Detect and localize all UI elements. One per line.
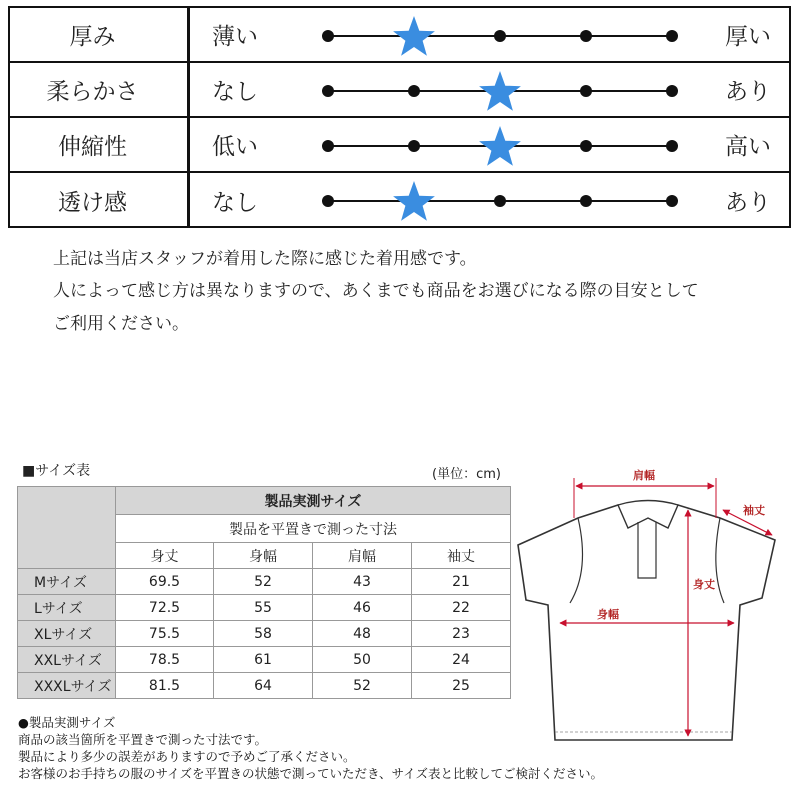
size-chart-title: ■サイズ表 <box>22 463 91 479</box>
feel-category-cell <box>10 8 190 61</box>
feel-scale <box>310 63 690 118</box>
feel-row <box>10 63 789 118</box>
feel-category: 厚み <box>69 24 116 50</box>
note-line-2: 人によって感じ方は異なりますので、あくまでも商品をお選びになる際の目安として <box>53 281 699 301</box>
sleeve-label: 袖丈 <box>743 504 765 517</box>
feel-star-marker <box>479 71 521 111</box>
feel-scale <box>310 173 690 228</box>
size-row <box>18 595 511 621</box>
feel-category-cell <box>10 118 190 171</box>
feel-scale-dot <box>322 140 334 152</box>
feel-right-label: 高い <box>725 134 771 160</box>
note-line-1: 上記は当店スタッフが着用した際に感じた着用感です。 <box>53 249 477 269</box>
size-cell: 52 <box>214 569 313 595</box>
feel-category-cell <box>10 63 190 116</box>
size-cell: 75.5 <box>116 621 214 647</box>
feel-category: 柔らかさ <box>46 79 139 105</box>
size-row <box>18 647 511 673</box>
length-label: 身丈 <box>693 578 715 591</box>
feel-scale-dot <box>494 30 506 42</box>
feel-right-label: あり <box>725 79 771 105</box>
feel-scale-dot <box>666 195 678 207</box>
feel-left-label: なし <box>212 190 258 216</box>
size-cell: 55 <box>214 595 313 621</box>
feel-scale-dot <box>666 140 678 152</box>
footnote-4: お客様のお手持ちの服のサイズを平置きの状態で測っていただき、サイズ表と比較してご検討ください。 <box>18 766 604 781</box>
shirt-measurement-diagram <box>510 460 800 750</box>
feel-scale-dot <box>580 85 592 97</box>
size-row-label: Lサイズ <box>18 595 116 621</box>
feel-row <box>10 173 789 228</box>
size-cell: 72.5 <box>116 595 214 621</box>
feel-scale-dot <box>408 140 420 152</box>
feel-scale-dot <box>494 195 506 207</box>
feel-scale-dot <box>666 30 678 42</box>
size-cell: 22 <box>412 595 511 621</box>
size-cell: 52 <box>313 673 412 699</box>
size-row <box>18 673 511 699</box>
size-column-header: 肩幅 <box>313 543 412 569</box>
size-cell: 81.5 <box>116 673 214 699</box>
size-cell: 25 <box>412 673 511 699</box>
feel-scale <box>310 8 690 63</box>
size-cell: 50 <box>313 647 412 673</box>
feel-right-label: 厚い <box>725 24 771 50</box>
size-cell: 64 <box>214 673 313 699</box>
size-table-corner <box>18 487 116 569</box>
footnote-2: 商品の該当箇所を平置きで測った寸法です。 <box>18 732 268 747</box>
footnote-1: ●製品実測サイズ <box>18 715 116 730</box>
size-row <box>18 569 511 595</box>
feel-left-label: なし <box>212 79 258 105</box>
size-table <box>17 486 511 699</box>
feel-star-marker <box>393 181 435 221</box>
size-table-header-main: 製品実測サイズ <box>116 487 511 515</box>
feel-row <box>10 118 789 173</box>
feel-scale-dot <box>580 30 592 42</box>
feel-scale-dot <box>322 195 334 207</box>
feel-scale-dot <box>322 85 334 97</box>
size-chart-unit: (単位：cm) <box>432 467 501 482</box>
size-cell: 58 <box>214 621 313 647</box>
wear-feel-table <box>8 6 791 228</box>
feel-scale-dot <box>666 85 678 97</box>
shoulder-label: 肩幅 <box>633 469 655 482</box>
size-table-header-sub: 製品を平置きで測った寸法 <box>116 515 511 543</box>
feel-category: 透け感 <box>58 190 127 216</box>
size-row-label: XLサイズ <box>18 621 116 647</box>
feel-scale-dot <box>580 195 592 207</box>
note-line-3: ご利用ください。 <box>53 314 189 334</box>
feel-star-marker <box>479 126 521 166</box>
feel-scale-dot <box>408 85 420 97</box>
size-column-header: 身幅 <box>214 543 313 569</box>
feel-left-label: 低い <box>212 134 258 160</box>
feel-scale-dot <box>322 30 334 42</box>
size-cell: 21 <box>412 569 511 595</box>
size-cell: 23 <box>412 621 511 647</box>
feel-right-label: あり <box>725 190 771 216</box>
size-row <box>18 621 511 647</box>
footnote-3: 製品により多少の誤差がありますので予めご了承ください。 <box>18 749 356 764</box>
size-row-label: XXXLサイズ <box>18 673 116 699</box>
size-cell: 48 <box>313 621 412 647</box>
size-cell: 61 <box>214 647 313 673</box>
size-column-header: 身丈 <box>116 543 214 569</box>
size-cell: 24 <box>412 647 511 673</box>
feel-category: 伸縮性 <box>58 134 127 160</box>
size-column-header: 袖丈 <box>412 543 511 569</box>
feel-scale-dot <box>580 140 592 152</box>
feel-category-cell <box>10 173 190 228</box>
size-row-label: Mサイズ <box>18 569 116 595</box>
width-label: 身幅 <box>597 608 619 621</box>
size-cell: 78.5 <box>116 647 214 673</box>
feel-left-label: 薄い <box>212 24 258 50</box>
feel-star-marker <box>393 16 435 56</box>
feel-row <box>10 8 789 63</box>
feel-scale <box>310 118 690 173</box>
size-cell: 43 <box>313 569 412 595</box>
size-cell: 69.5 <box>116 569 214 595</box>
size-cell: 46 <box>313 595 412 621</box>
size-row-label: XXLサイズ <box>18 647 116 673</box>
